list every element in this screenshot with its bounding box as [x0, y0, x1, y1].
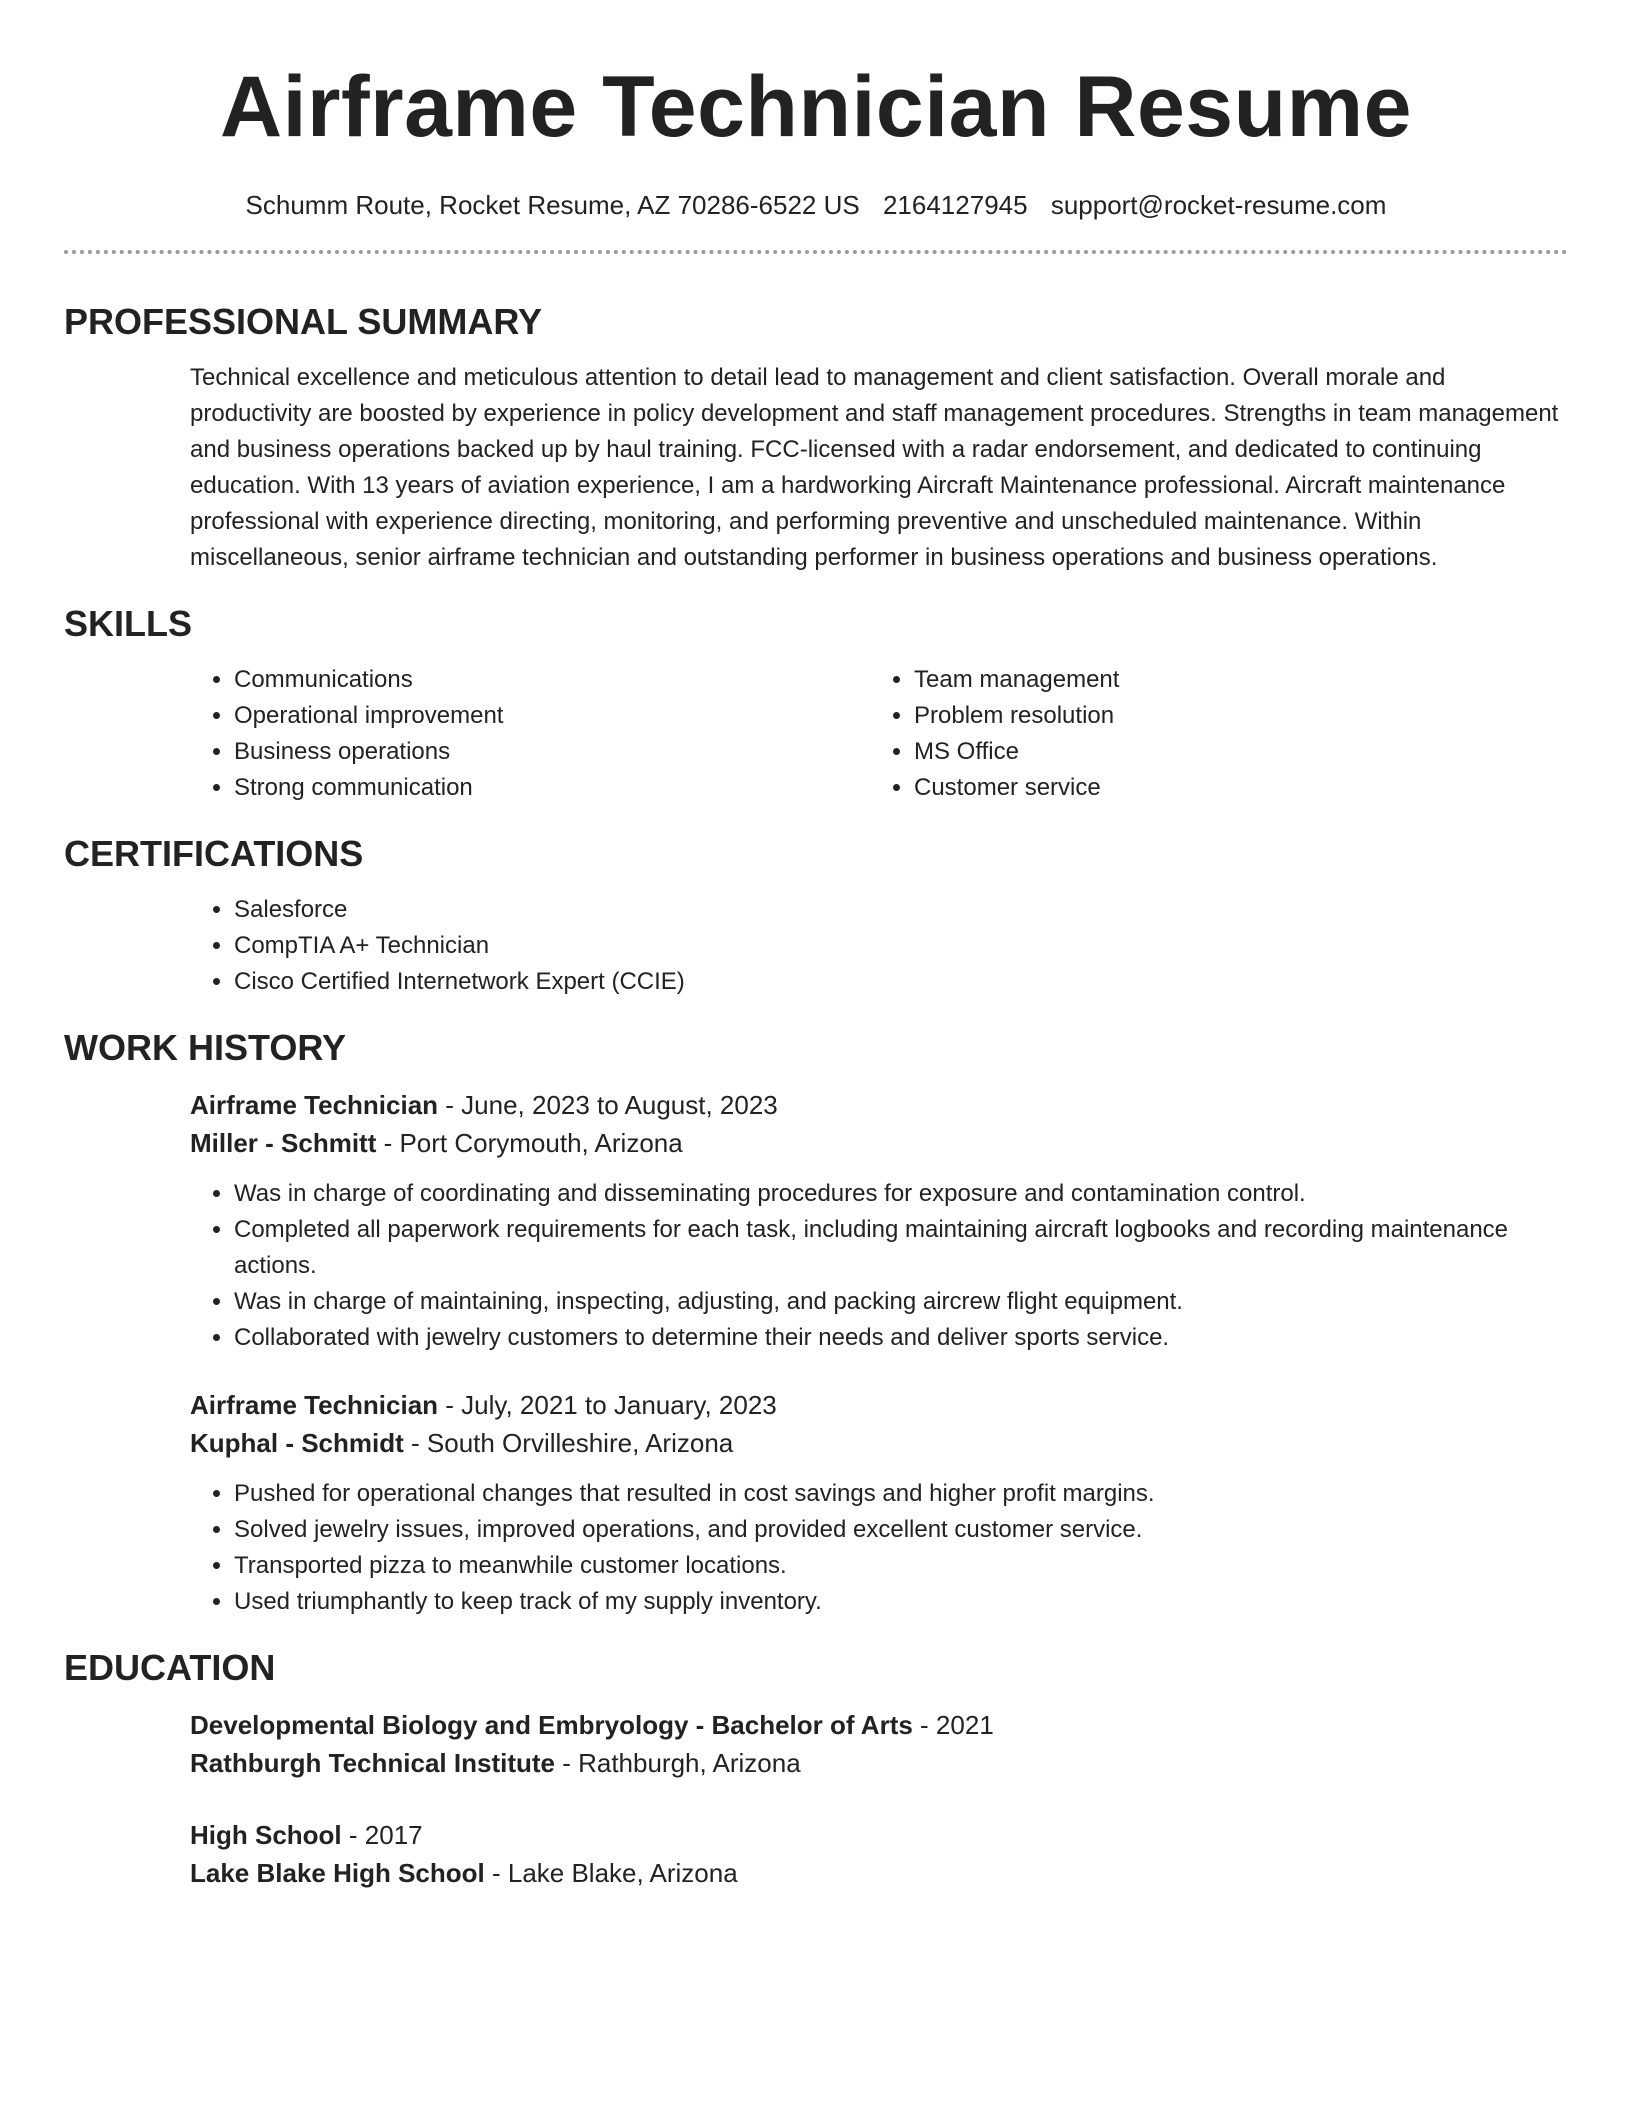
certification-item: • Salesforce — [234, 892, 1568, 928]
education-degree: Developmental Biology and Embryology - Bachelor of Arts — [190, 1710, 913, 1740]
summary-section — [64, 300, 1568, 576]
header-divider — [64, 250, 1568, 254]
certification-item: • CompTIA A+ Technician — [234, 928, 1568, 964]
job-entry — [190, 1386, 1568, 1620]
education-school: Rathburgh Technical Institute — [190, 1748, 555, 1778]
job-bullet: • Transported pizza to meanwhile customer locations. — [234, 1548, 1568, 1584]
job-location: - South Orvilleshire, Arizona — [403, 1428, 734, 1458]
education-location: - Rathburgh, Arizona — [554, 1748, 801, 1778]
education-school-line — [190, 1854, 1568, 1892]
job-title: Airframe Technician — [190, 1390, 439, 1420]
education-entry — [190, 1816, 1568, 1892]
skill-item: • Communications — [234, 662, 870, 698]
education-degree: High School — [190, 1820, 342, 1850]
skills-grid — [190, 662, 1568, 806]
certification-item: • Cisco Certified Internetwork Expert (CCIE) — [234, 964, 1568, 1000]
contact-email: support@rocket-resume.com — [1050, 190, 1387, 220]
education-year: - 2017 — [341, 1820, 423, 1850]
job-bullet: • Pushed for operational changes that resulted in cost savings and higher profit margins. — [234, 1476, 1568, 1512]
contact-line — [64, 188, 1568, 222]
job-bullet: • Solved jewelry issues, improved operations, and provided excellent customer service. — [234, 1512, 1568, 1548]
skill-item: • MS Office — [914, 734, 1550, 770]
job-bullet: • Was in charge of coordinating and disseminating procedures for exposure and contamination control. — [234, 1176, 1568, 1212]
education-year: - 2021 — [912, 1710, 994, 1740]
skill-item: • Strong communication — [234, 770, 870, 806]
job-title-line — [190, 1386, 1568, 1424]
skills-heading: SKILLS — [64, 603, 193, 644]
job-bullet: • Collaborated with jewelry customers to determine their needs and deliver sports service. — [234, 1320, 1568, 1356]
skill-item: • Team management — [914, 662, 1550, 698]
education-degree-line — [190, 1816, 1568, 1854]
contact-phone: 2164127945 — [882, 190, 1028, 220]
job-title-line — [190, 1086, 1568, 1124]
certifications-heading: CERTIFICATIONS — [64, 833, 364, 874]
job-location: - Port Corymouth, Arizona — [376, 1128, 683, 1158]
contact-address: Schumm Route, Rocket Resume, AZ 70286-6522 US — [245, 190, 860, 220]
summary-text: Technical excellence and meticulous attention to detail lead to management and client satisfaction. Overall morale and productivity are boosted by experience in policy development and staff management procedures. Strengths in team management and business operations backed up by haul training. FCC-licensed with a radar endorsement, and dedicated to continuing education. With 13 years of aviation experience, I am a hardworking Aircraft Maintenance professional. Aircraft maintenance professional with experience directing, monitoring, and performing preventive and unscheduled maintenance. Within miscellaneous, senior airframe technician and outstanding performer in business operations and business operations. — [190, 364, 1559, 571]
summary-body — [190, 360, 1568, 576]
skill-item: • Operational improvement — [234, 698, 870, 734]
education-school: Lake Blake High School — [190, 1858, 485, 1888]
job-entry — [190, 1086, 1568, 1356]
education-location: - Lake Blake, Arizona — [484, 1858, 738, 1888]
job-dates: - July, 2021 to January, 2023 — [438, 1390, 777, 1420]
certifications-section — [64, 832, 1568, 1000]
certifications-body — [190, 892, 1568, 1000]
education-heading: EDUCATION — [64, 1647, 276, 1688]
job-company-line — [190, 1124, 1568, 1162]
resume-title: Airframe Technician Resume — [220, 59, 1412, 155]
job-dates: - June, 2023 to August, 2023 — [438, 1090, 778, 1120]
job-company-line — [190, 1424, 1568, 1462]
skill-item: • Business operations — [234, 734, 870, 770]
summary-heading: PROFESSIONAL SUMMARY — [64, 301, 543, 342]
education-entry — [190, 1706, 1568, 1782]
work-history-section — [64, 1026, 1568, 1620]
job-title: Airframe Technician — [190, 1090, 439, 1120]
skill-item: • Problem resolution — [914, 698, 1550, 734]
job-bullet: • Used triumphantly to keep track of my supply inventory. — [234, 1584, 1568, 1620]
job-company: Kuphal - Schmidt — [190, 1428, 404, 1458]
skill-item: • Customer service — [914, 770, 1550, 806]
skills-section — [64, 602, 1568, 806]
education-school-line — [190, 1744, 1568, 1782]
education-section — [64, 1646, 1568, 1892]
job-bullet: • Completed all paperwork requirements for each task, including maintaining aircraft logbooks and recording maintenance actions. — [234, 1212, 1568, 1284]
work-history-heading: WORK HISTORY — [64, 1027, 347, 1068]
skills-column-left — [190, 662, 870, 806]
education-degree-line — [190, 1706, 1568, 1744]
job-bullet: • Was in charge of maintaining, inspecting, adjusting, and packing aircrew flight equipment. — [234, 1284, 1568, 1320]
job-company: Miller - Schmitt — [190, 1128, 377, 1158]
skills-column-right — [870, 662, 1550, 806]
